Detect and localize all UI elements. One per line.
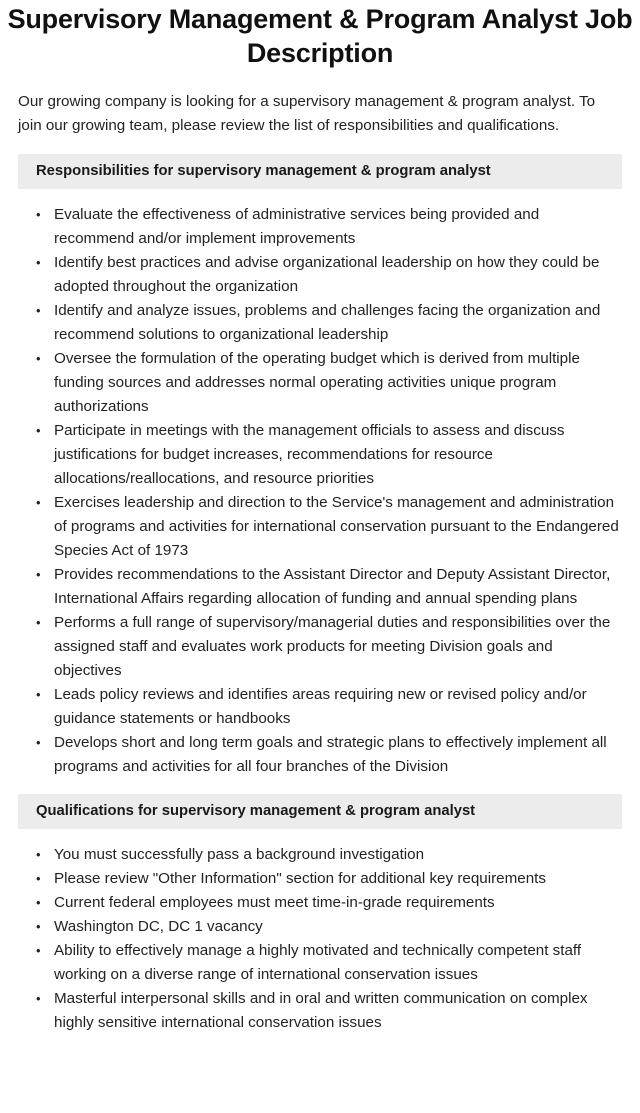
list-item (36, 251, 620, 299)
list-item-text: Develops short and long term goals and strategic plans to effectively implement all programs and activities for all four branches of the Division (54, 734, 607, 775)
list-item-text: Identify and analyze issues, problems and challenges facing the organization and recommend solutions to organizational leadership (54, 302, 601, 343)
list-item-text: Oversee the formulation of the operating budget which is derived from multiple funding sources and addresses normal operating activities unique program authorizations (54, 350, 580, 415)
bullet-icon: • (36, 303, 41, 318)
intro-paragraph: Our growing company is looking for a supervisory management & program analyst. To join our growing team, please review the list of responsibilities and qualifications. (18, 93, 596, 134)
list-item (36, 347, 620, 419)
qualifications-heading: Qualifications for supervisory management & program analyst (18, 794, 622, 829)
bullet-icon: • (36, 943, 41, 958)
list-item-text: Exercises leadership and direction to the Service's management and administration of programs and activities for international conservation pursuant to the Endangered Species Act of 1973 (54, 494, 619, 559)
page-title: Supervisory Management & Program Analyst Job Description (7, 4, 633, 68)
responsibilities-list (0, 203, 640, 779)
list-item-text: Evaluate the effectiveness of administrative services being provided and recommend and/or implement improvements (54, 206, 540, 247)
responsibilities-heading: Responsibilities for supervisory management & program analyst (18, 154, 622, 189)
list-item (36, 843, 620, 867)
bullet-icon: • (36, 255, 41, 270)
list-item (36, 867, 620, 891)
bullet-icon: • (36, 207, 41, 222)
list-item (36, 611, 620, 683)
list-item-text: Provides recommendations to the Assistant Director and Deputy Assistant Director, International Affairs regarding allocation of funding and annual spending plans (54, 566, 611, 607)
list-item-text: Leads policy reviews and identifies areas requiring new or revised policy and/or guidance statements or handbooks (54, 686, 587, 727)
list-item (36, 891, 620, 915)
bullet-icon: • (36, 895, 41, 910)
list-item-text: Participate in meetings with the management officials to assess and discuss justifications for budget increases, recommendations for resource allocations/reallocations, and resource priorities (54, 422, 565, 487)
list-item-text: Identify best practices and advise organizational leadership on how they could be adopted throughout the organization (54, 254, 600, 295)
qualifications-list (0, 843, 640, 1035)
list-item-text: You must successfully pass a background investigation (54, 846, 425, 863)
bullet-icon: • (36, 351, 41, 366)
bullet-icon: • (36, 423, 41, 438)
bullet-icon: • (36, 847, 41, 862)
list-item-text: Masterful interpersonal skills and in oral and written communication on complex highly sensitive international conservation issues (54, 990, 588, 1031)
list-item-text: Performs a full range of supervisory/managerial duties and responsibilities over the assigned staff and evaluates work products for meeting Division goals and objectives (54, 614, 611, 679)
bullet-icon: • (36, 615, 41, 630)
list-item (36, 491, 620, 563)
bullet-icon: • (36, 687, 41, 702)
list-item-text: Washington DC, DC 1 vacancy (54, 918, 263, 935)
bullet-icon: • (36, 495, 41, 510)
list-item-text: Please review "Other Information" section for additional key requirements (54, 870, 546, 887)
bullet-icon: • (36, 919, 41, 934)
bullet-icon: • (36, 735, 41, 750)
list-item (36, 987, 620, 1035)
bullet-icon: • (36, 567, 41, 582)
list-item (36, 731, 620, 779)
list-item (36, 683, 620, 731)
list-item (36, 939, 620, 987)
list-item (36, 203, 620, 251)
list-item-text: Ability to effectively manage a highly motivated and technically competent staff working on a diverse range of international conservation issues (54, 942, 582, 983)
list-item (36, 299, 620, 347)
list-item-text: Current federal employees must meet time-in-grade requirements (54, 894, 495, 911)
list-item (36, 419, 620, 491)
bullet-icon: • (36, 991, 41, 1006)
bullet-icon: • (36, 871, 41, 886)
list-item (36, 915, 620, 939)
list-item (36, 563, 620, 611)
